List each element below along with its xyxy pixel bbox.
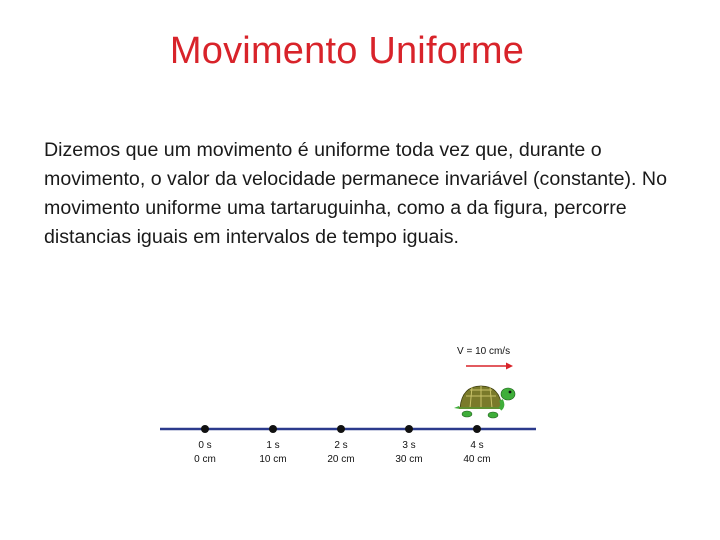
turtle-icon (454, 386, 515, 418)
time-label: 0 s (198, 440, 212, 451)
position-label: 0 cm (194, 454, 216, 465)
time-label: 1 s (266, 440, 280, 451)
time-label: 4 s (470, 440, 484, 451)
velocity-arrow-icon (466, 363, 513, 370)
motion-diagram (150, 336, 550, 476)
time-label: 2 s (334, 440, 348, 451)
position-mark-dot (473, 425, 481, 433)
position-mark-dot (337, 425, 345, 433)
time-label: 3 s (402, 440, 416, 451)
slide-title: Movimento Uniforme (169, 30, 525, 72)
velocity-label: V = 10 cm/s (457, 346, 511, 357)
position-label: 20 cm (327, 454, 355, 465)
position-label: 10 cm (259, 454, 287, 465)
position-mark-dot (201, 425, 209, 433)
position-label: 40 cm (463, 454, 491, 465)
position-marks (194, 425, 490, 465)
position-mark-dot (405, 425, 413, 433)
slide-paragraph: Dizemos que um movimento é uniforme toda vez que, durante o movimento, o valor da velocidade permanece invariável (constante). No movimento uniforme uma tartaruguinha, como a da figura, percorre distancias iguais em intervalos de tempo iguais. (44, 139, 667, 248)
uniform-motion-figure (150, 336, 550, 476)
position-label: 30 cm (395, 454, 423, 465)
position-mark-dot (269, 425, 277, 433)
